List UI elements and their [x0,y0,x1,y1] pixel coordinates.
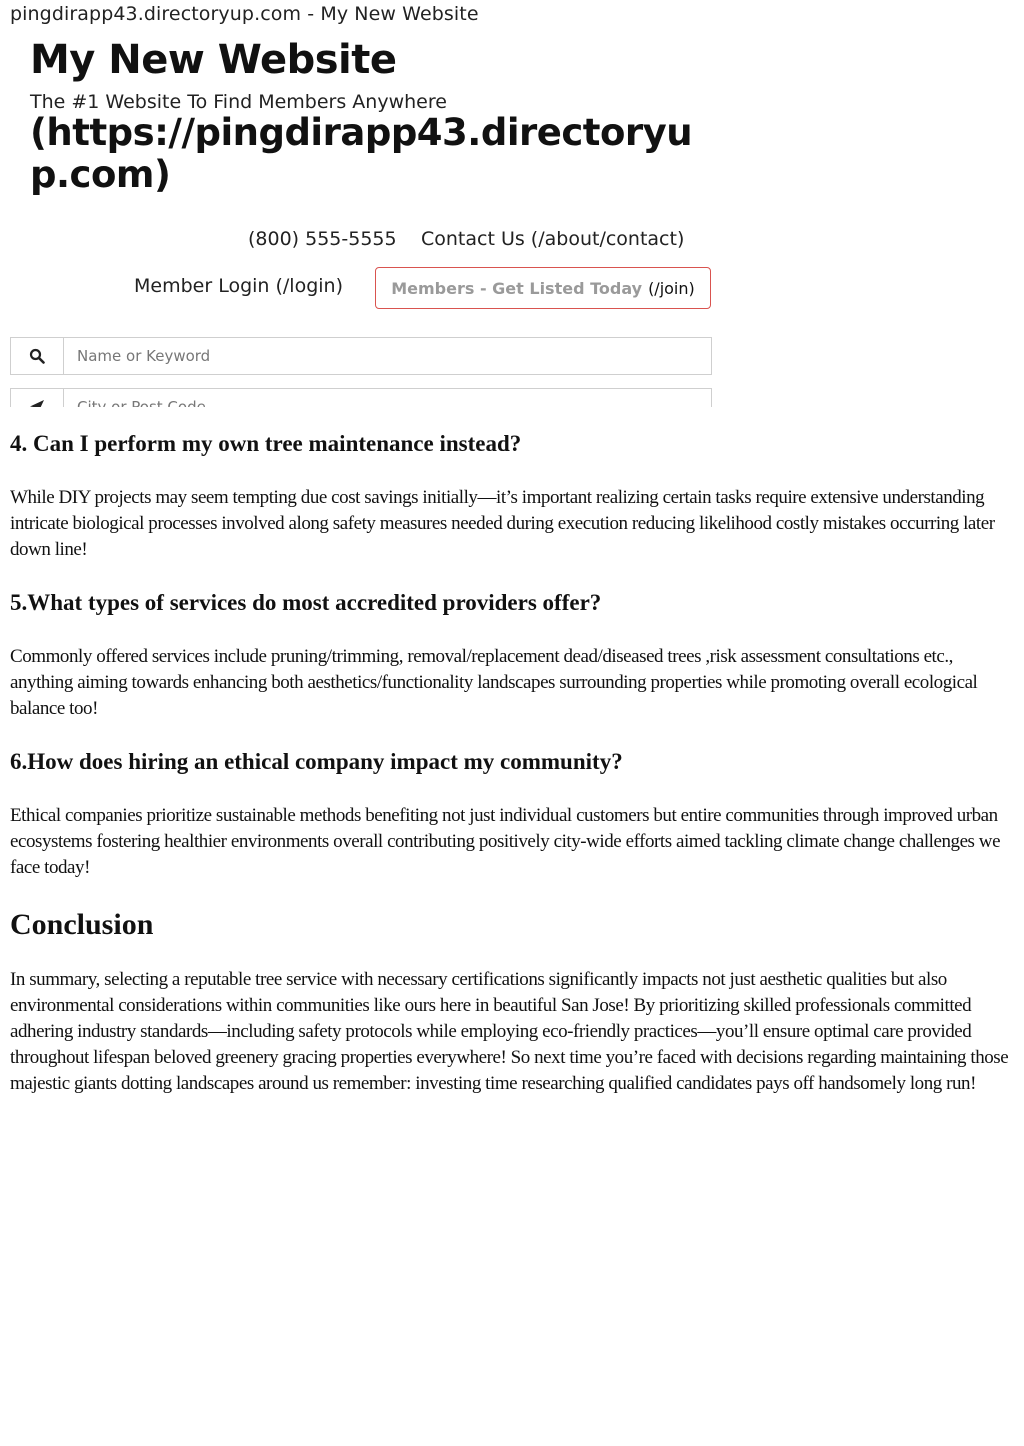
site-tagline: The #1 Website To Find Members Anywhere [30,91,447,113]
faq-heading-services: 5.What types of services do most accredited providers offer? [10,590,602,615]
faq-answer-diy: While DIY projects may seem tempting due cost savings initially—it’s important realizing certain tasks require extensive understanding intricate biological processes involved along safety measures needed during execution reducing likelihood costly mistakes occurring later down line! [10,487,995,560]
site-title[interactable]: My New Website [30,37,397,83]
location-arrow-icon[interactable] [11,389,64,407]
site-header-snapshot [0,0,1024,407]
get-listed-label: Members - Get Listed Today [391,278,643,298]
faq-heading-community: 6.How does hiring an ethical company impact my community? [10,749,623,774]
get-listed-button[interactable] [375,267,711,309]
faq-heading-diy: 4. Can I perform my own tree maintenance instead? [10,431,522,456]
site-url[interactable]: (https://pingdirapp43.directoryup.com) [30,111,693,196]
get-listed-path: (/join) [648,278,695,298]
keyword-search-row [10,337,712,375]
conclusion-body: In summary, selecting a reputable tree service with necessary certifications significantly impacts not just aesthetic qualities but also environmental considerations within communities like ours here in beautiful San Jose! By prioritizing skilled professionals committed adhering industry standards—including safety protocols while employing eco-friendly practices—you’ll ensure optimal care provided throughout lifespan beloved greenery gracing properties everywhere! So next time you’re faced with decisions regarding maintaining those majestic giants dotting landscapes around us remember: investing time researching qualified candidates pays off handsomely long run! [10,969,1009,1094]
search-icon[interactable] [11,338,64,374]
phone-link[interactable]: (800) 555-5555 [248,228,397,250]
contact-link[interactable]: Contact Us (/about/contact) [421,228,685,250]
faq-answer-community: Ethical companies prioritize sustainable methods benefiting not just individual customers but entire communities through improved urban ecosystems fostering healthier environments overall contributing positively city-wide efforts aimed tackling climate change challenges we face today! [10,805,1001,878]
faq-answer-services: Commonly offered services include pruning/trimming, removal/replacement dead/diseased trees ,risk assessment consultations etc., anything aiming towards enhancing both aesthetics/functionality landscapes surrounding properties while promoting overall ecological balance too! [10,646,978,719]
keyword-search-input[interactable] [64,338,711,374]
conclusion-heading: Conclusion [10,908,154,941]
member-login-link[interactable]: Member Login (/login) [134,275,343,297]
page-caption: pingdirapp43.directoryup.com - My New Website [10,3,479,25]
article-content [10,428,1016,1121]
location-search-row [10,388,712,407]
location-search-input[interactable] [64,389,711,407]
